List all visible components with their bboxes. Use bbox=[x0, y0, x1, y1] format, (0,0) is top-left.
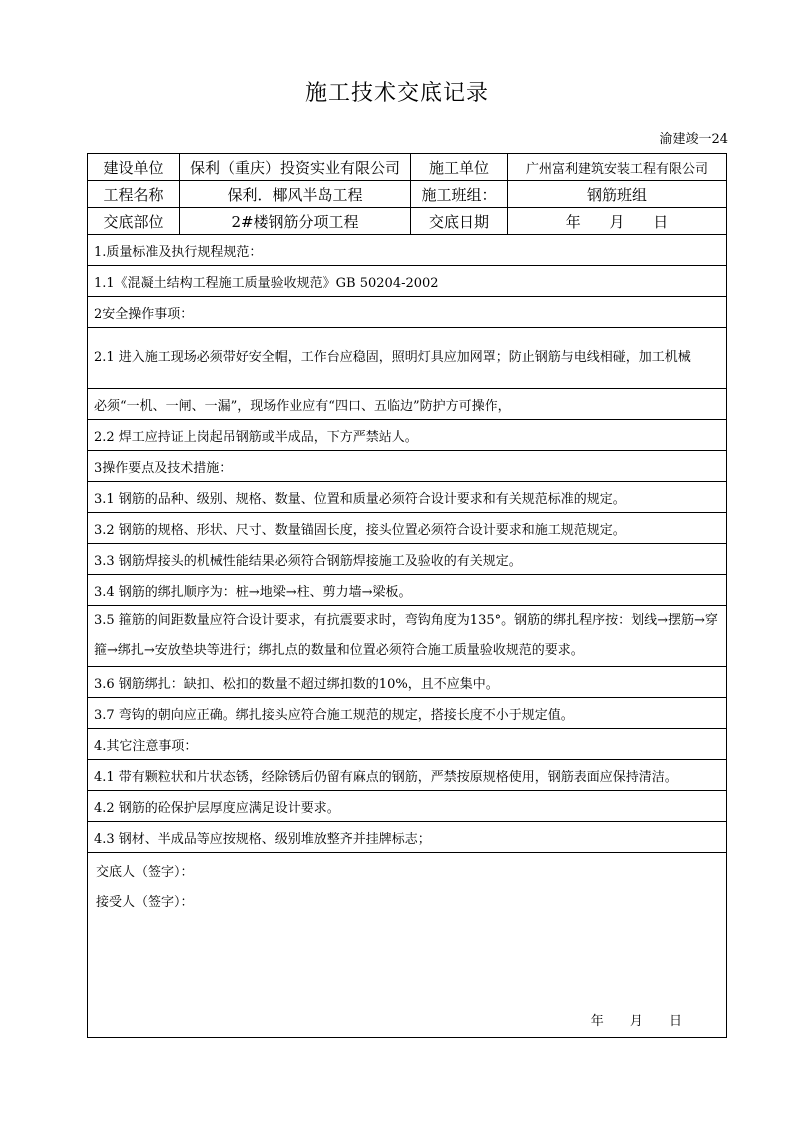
part-value: 2#楼钢筋分项工程 bbox=[180, 208, 411, 235]
item-3-7: 3.7 弯钩的朝向应正确。绑扎接头应符合施工规范的规定，搭接长度不小于规定值。 bbox=[88, 698, 727, 729]
header-row-project bbox=[88, 181, 727, 208]
receiver-signature-label: 接受人（签字）： bbox=[96, 895, 194, 910]
item-4-2: 4.2 钢筋的砼保护层厚度应满足设计要求。 bbox=[88, 791, 727, 822]
team-label: 施工班组： bbox=[411, 181, 508, 208]
builder-label: 施工单位 bbox=[411, 154, 508, 181]
item-3-1: 3.1 钢筋的品种、级别、规格、数量、位置和质量必须符合设计要求和有关规范标准的规定。 bbox=[88, 482, 727, 513]
header-row-construction bbox=[88, 154, 727, 181]
item-3-2: 3.2 钢筋的规格、形状、尺寸、数量锚固长度，接头位置必须符合设计要求和施工规范规定。 bbox=[88, 513, 727, 544]
section-3-heading: 3操作要点及技术措施： bbox=[88, 451, 727, 482]
date-label: 交底日期 bbox=[411, 208, 508, 235]
item-2-2: 2.2 焊工应持证上岗起吊钢筋或半成品，下方严禁站人。 bbox=[88, 420, 727, 451]
item-4-3: 4.3 钢材、半成品等应按规格、级别堆放整齐并挂牌标志； bbox=[88, 822, 727, 853]
header-row-part bbox=[88, 208, 727, 235]
presenter-signature-label: 交底人（签字）： bbox=[96, 865, 194, 880]
part-label: 交底部位 bbox=[88, 208, 180, 235]
item-3-5: 3.5 箍筋的间距数量应符合设计要求，有抗震要求时，弯钩角度为135°。钢筋的绑扎程序按：划线→摆筋→穿箍→绑扎→安放垫块等进行；绑扎点的数量和位置必须符合施工质量验收规范的要求。 bbox=[88, 606, 727, 667]
document-code: 渝建竣一24 bbox=[659, 132, 728, 147]
team-value: 钢筋班组 bbox=[508, 181, 727, 208]
project-value: 保利．椰风半岛工程 bbox=[180, 181, 411, 208]
construction-unit-value: 保利（重庆）投资实业有限公司 bbox=[180, 154, 411, 181]
signature-block bbox=[88, 853, 727, 1038]
project-label: 工程名称 bbox=[88, 181, 180, 208]
item-2-1: 2.1 进入施工现场必须带好安全帽，工作台应稳固，照明灯具应加网罩；防止钢筋与电线相碰，加工机械 bbox=[88, 328, 727, 389]
item-3-6: 3.6 钢筋绑扎：缺扣、松扣的数量不超过绑扣数的10%，且不应集中。 bbox=[88, 667, 727, 698]
item-3-4: 3.4 钢筋的绑扎顺序为：桩→地梁→柱、剪力墙→梁板。 bbox=[88, 575, 727, 606]
item-3-3: 3.3 钢筋焊接头的机械性能结果必须符合钢筋焊接施工及验收的有关规定。 bbox=[88, 544, 727, 575]
builder-value: 广州富利建筑安装工程有限公司 bbox=[508, 154, 727, 181]
section-1-heading: 1.质量标准及执行规程规范： bbox=[88, 235, 727, 266]
section-2-heading: 2安全操作事项： bbox=[88, 297, 727, 328]
item-2-1-continued: 必须“一机、一闸、一漏”，现场作业应有“四口、五临边”防护方可操作， bbox=[88, 389, 727, 420]
construction-unit-label: 建设单位 bbox=[88, 154, 180, 181]
date-value: 年 月 日 bbox=[508, 208, 727, 235]
signature-date: 年 月 日 bbox=[590, 1014, 682, 1029]
section-4-heading: 4.其它注意事项： bbox=[88, 729, 727, 760]
item-4-1: 4.1 带有颗粒状和片状态锈，经除锈后仍留有麻点的钢筋，严禁按原规格使用，钢筋表面应保持清洁。 bbox=[88, 760, 727, 791]
record-table bbox=[87, 153, 727, 1038]
item-1-1: 1.1《混凝土结构工程施工质量验收规范》GB 50204-2002 bbox=[88, 266, 727, 297]
document-title: 施工技术交底记录 bbox=[304, 81, 489, 106]
